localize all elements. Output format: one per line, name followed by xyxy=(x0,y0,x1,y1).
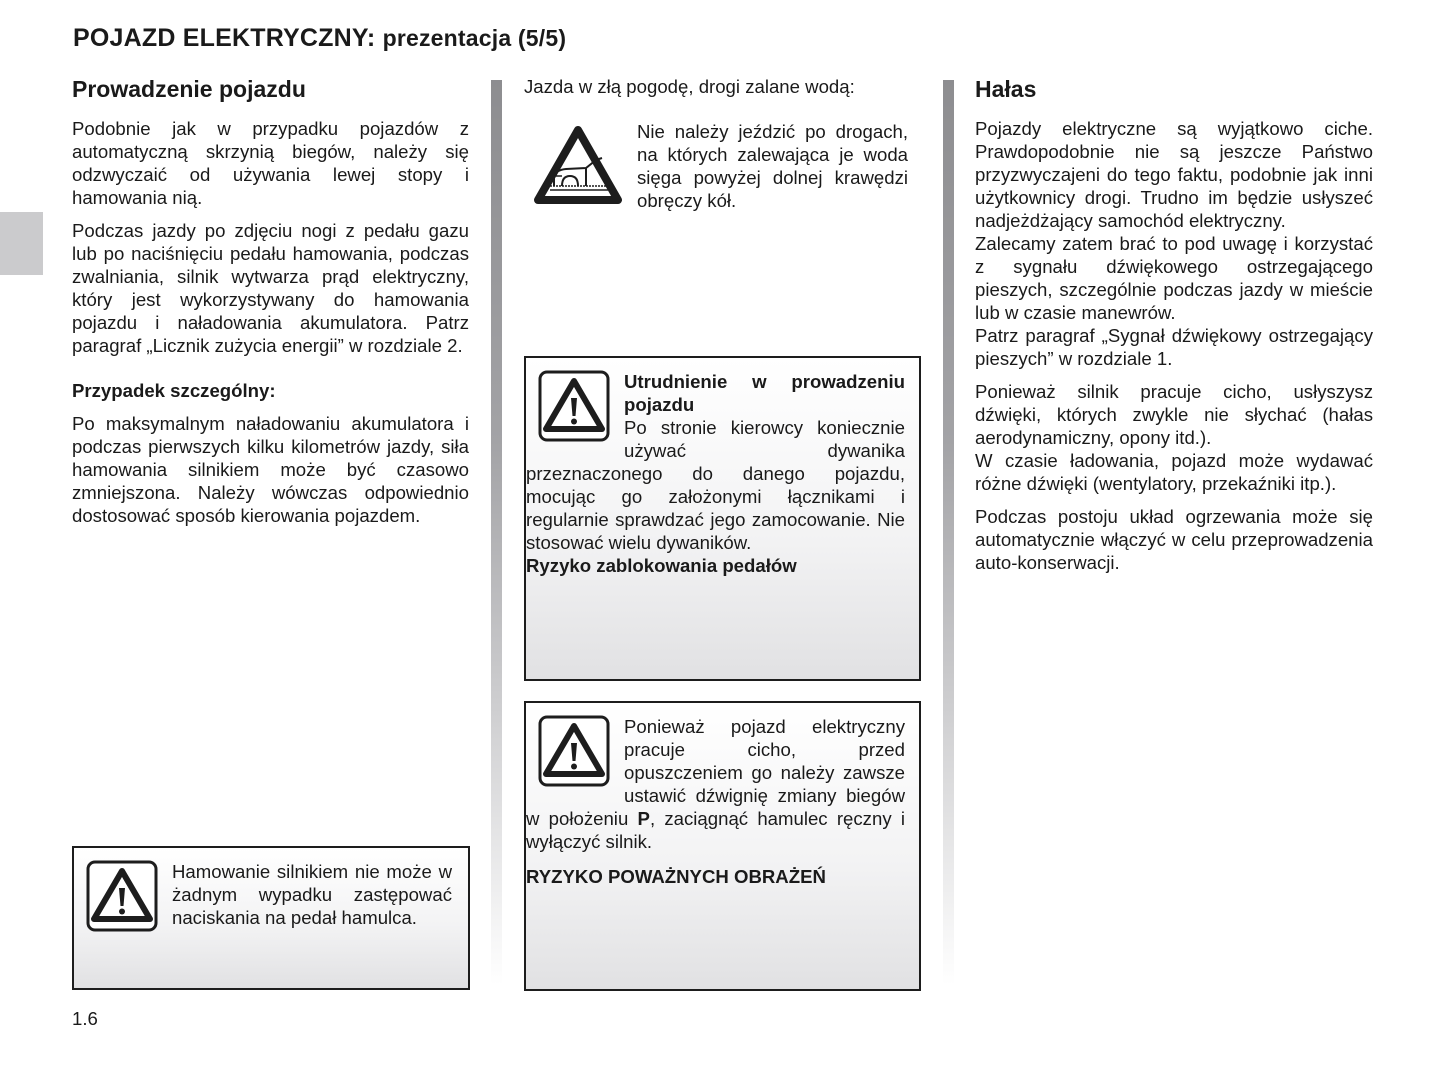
warning-text: Po stronie kierowcy koniecznie używać dywanika przeznaczonego do danego pojazdu, mocując go założonymi łącznikami i regularnie sprawdzać jego zamocowanie. Nie stosować wielu dywaników. xyxy=(526,417,905,553)
paragraph: Podobnie jak w przypadku pojazdów z automatyczną skrzynią biegów, należy się odzwyczaić od używania lewej stopy i hamowania nią. xyxy=(72,118,469,208)
warning-triangle-icon xyxy=(538,370,610,442)
page-number: 1.6 xyxy=(72,1008,98,1029)
paragraph: Pojazdy elektryczne są wyjątkowo ciche. Prawdopodobnie nie są jeszcze Państwo przyzwyczajeni do tego faktu, podobnie jak inni użytkownicy drogi. Trudno im będzie usłyszeć nadjeżdżający samochód elektryczny. xyxy=(975,118,1373,231)
intro-bad-weather: Jazda w złą pogodę, drogi zalane wodą: xyxy=(524,76,855,97)
page-title-sub: prezentacja (5/5) xyxy=(382,25,567,51)
column-weather xyxy=(524,75,920,108)
paragraph: Zalecamy zatem brać to pod uwagę i korzystać z sygnału dźwiękowego ostrzegającego pieszych, szczególnie podczas jazdy w mieście lub w czasie manewrów. xyxy=(975,233,1373,323)
warning-risk: RYZYKO POWAŻNYCH OBRAŻEŃ xyxy=(526,866,826,887)
flooded-road-warning-icon xyxy=(532,124,624,208)
section-heading-driving: Prowadzenie pojazdu xyxy=(72,76,306,102)
section-heading-noise: Hałas xyxy=(975,76,1037,102)
column-noise xyxy=(975,75,1373,584)
column-divider-left xyxy=(491,80,502,985)
warning-triangle-icon xyxy=(538,715,610,787)
warning-box-leaving-vehicle xyxy=(524,701,921,991)
page-title-main: POJAZD ELEKTRYCZNY: xyxy=(73,24,376,52)
column-divider-right xyxy=(943,80,954,985)
warning-text: Hamowanie silnikiem nie może w żadnym wypadku zastępować naciskania na pedał hamulca. xyxy=(172,861,452,928)
paragraph: Podczas jazdy po zdjęciu nogi z pedału gazu lub po naciśnięciu pedału hamowania, podczas zwalniania, silnik wytwarza prąd elektryczny, który jest wykorzystywany do hamowania pojazdu i naładowania akumulatora. Patrz paragraf „Licznik zużycia energii” w rozdziale 2. xyxy=(72,220,469,356)
warning-box-engine-braking xyxy=(72,846,470,990)
warning-risk: Ryzyko zablokowania pedałów xyxy=(526,555,797,576)
page-title xyxy=(73,24,566,53)
warning-text-before: Ponieważ pojazd elektryczny pracuje cicho, przed opuszczeniem go należy zawsze ustawić dźwignię zmiany biegów w położeniu xyxy=(526,716,905,829)
gear-position-p: P xyxy=(637,808,650,829)
chapter-side-tab xyxy=(0,212,43,275)
paragraph: Ponieważ silnik pracuje cicho, usłyszysz dźwięki, których zwykle nie słychać (hałas aerodynamiczny, opony itd.). xyxy=(975,381,1373,448)
warning-box-floor-mat xyxy=(524,356,921,681)
warning-title: Utrudnienie w prowadzeniu pojazdu xyxy=(624,371,905,415)
paragraph: W czasie ładowania, pojazd może wydawać różne dźwięki (wentylatory, przekaźniki itp.). xyxy=(975,450,1373,494)
subheading-special-case: Przypadek szczególny: xyxy=(72,380,276,401)
column-driving xyxy=(72,75,469,537)
warning-text-after: , zaciągnąć hamulec ręczny i wyłączyć silnik. xyxy=(526,808,905,852)
paragraph: Po maksymalnym naładowaniu akumulatora i podczas pierwszych kilku kilometrów jazdy, siła hamowania silnikiem może być czasowo zmniejszona. Należy wówczas odpowiednio dostosować sposób kierowania pojazdem. xyxy=(72,413,469,526)
paragraph: Podczas postoju układ ogrzewania może się automatycznie włączyć w celu przeprowadzenia auto-konserwacji. xyxy=(975,506,1373,573)
paragraph: Patrz paragraf „Sygnał dźwiękowy ostrzegający pieszych” w rozdziale 1. xyxy=(975,325,1373,369)
warning-triangle-icon xyxy=(86,860,158,932)
flood-warning-text: Nie należy jeździć po drogach, na których zalewająca je woda sięga powyżej dolnej krawędzi obręczy kół. xyxy=(637,121,908,211)
